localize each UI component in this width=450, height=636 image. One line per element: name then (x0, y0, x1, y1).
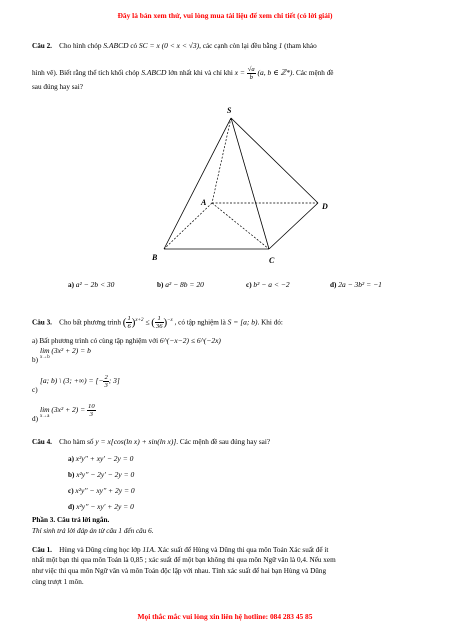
q3-frac-1: $\frac{1}{6}$ (127, 315, 131, 331)
edge-ab (164, 203, 212, 249)
part3-instruction: Thí sinh trả lời đáp án từ câu 1 đến câu 6. (32, 527, 154, 535)
q3-b-under: x→b (40, 355, 50, 360)
q2-text-2: có (130, 42, 138, 50)
q4-answer-b: b) x²y'' − 2y' − 2y = 0 (68, 470, 135, 479)
q2-fraction: $\frac{√a}{b}$ (247, 66, 255, 81)
edge-sb (164, 118, 231, 249)
q2-text-5: hình vẽ). Biết rằng thể tích khối chóp (32, 69, 140, 78)
q3-relation: ≤ (145, 317, 150, 327)
q2-answer-c: c) b² − a < −2 (246, 280, 290, 289)
q2-text-1: Cho hình chóp (59, 42, 102, 50)
q4-answer-d: d) x²y'' − xy' + 2y = 0 (68, 502, 134, 511)
q2-x-eq: x = (234, 68, 245, 78)
vertex-label-s: S (227, 106, 232, 115)
q2-one: 1 (278, 41, 283, 50)
q4-answer-c: c) x²y'' − xy'' + 2y = 0 (68, 486, 135, 495)
vertex-label-d: D (322, 202, 328, 211)
q4-function: y = x[cos(ln x) + sin(ln x)] (95, 437, 177, 446)
q3-text-1: Cho bất phương trình (59, 318, 121, 327)
q2-pyramid-name: S.ABCD (103, 41, 129, 50)
q3-text-3: . Khi đó: (257, 318, 283, 327)
q1-line-1: Câu 1. Hùng và Dũng cùng học lớp 11A. Xác suất để Hùng và Dũng thi qua môn Toán Xác suất để ít (32, 545, 329, 554)
preview-banner: Đây là bản xem thử, vui lòng mua tài liệu để xem chi tiết (có lời giải) (117, 11, 333, 20)
q2-answer-a: a) a² − 2b < 30 (68, 280, 115, 289)
q1-line-4: cùng trượt 1 môn. (32, 578, 84, 586)
hotline-footer: Mọi thắc mắc vui lòng xin liên hệ hotline: 084 283 45 85 (137, 612, 313, 621)
edge-sa (212, 118, 231, 203)
q2-answer-d: d) 2a − 3b² = −1 (330, 280, 382, 289)
vertex-label-c: C (269, 256, 275, 265)
q4-text-2: . Các mệnh đề sau đúng hay sai? (176, 438, 271, 446)
q2-pyramid-name-2: S.ABCD (141, 68, 167, 78)
q2-sc: SC = x (138, 41, 160, 50)
part3-title: Phần 3. Câu trả lời ngắn. (32, 516, 110, 524)
vertex-label-a: A (201, 198, 207, 207)
q3-c-expr: [a; b) \ (3; +∞) = [− $\frac{2}{3}$ ; 3] (40, 373, 120, 389)
q2-range: (0 < x < √3) (161, 41, 200, 50)
q3-d-label: d) (32, 415, 38, 423)
q3-solution-set: S = [a; b) (227, 317, 258, 327)
q3-c-label: c) (32, 386, 38, 394)
q2-line-1 (32, 41, 317, 51)
q2-text-7: . Các mệnh đề (292, 69, 334, 78)
edge-sd (231, 118, 318, 203)
edge-sc (231, 118, 269, 249)
q1-label: Câu 1. (32, 546, 52, 554)
q2-line-2 (32, 66, 333, 81)
q1-line-3: như việc thi qua môn Ngữ văn và môn Toán độc lập với nhau. Tính xác suất để hai bạn Hùng và Dũng (32, 567, 327, 575)
q3-line-1: Câu 3. Cho bất phương trình ( $\frac{1}{6}$ )$^{x+2}$ ≤ ( $\frac{1}{36}$ )$^{-x}$ , có tập nghiệm là S = [a; b). Khi đó: (32, 315, 283, 331)
q3-d-under: x→a (40, 414, 50, 419)
q4-label: Câu 4. (32, 438, 52, 446)
q3-exp-1: x+2 (135, 318, 144, 323)
q2-text-6: lớn nhất khi và chỉ khi (168, 69, 233, 78)
diag-ac (212, 203, 269, 249)
q1-line-2: nhất một bạn thi qua môn Toán là 0,85 ; xác suất để một bạn không thi qua môn Ngữ văn là 0,4. Nếu xem (32, 556, 336, 564)
q3-b-lim: lim (3x² + 2) = b (40, 346, 91, 355)
q3-exp-2: −x (167, 318, 173, 323)
q2-ab-condition: (a, b ∈ ℤ*) (257, 68, 293, 78)
q3-answer-a: a) Bất phương trình có cùng tập nghiệm với 6^(−x−2) ≤ 6^(−2x) (32, 336, 221, 345)
q4-answer-a: a) x²y'' + xy' − 2y = 0 (68, 454, 134, 463)
edge-cd (269, 203, 318, 249)
vertex-label-b: B (152, 253, 158, 262)
q2-text-4: (tham khảo (284, 42, 317, 50)
q3-label: Câu 3. (32, 318, 52, 327)
q2-line-3: sau đúng hay sai? (32, 83, 83, 91)
q3-frac-2: $\frac{1}{36}$ (155, 315, 163, 331)
q4-text-1: Cho hàm số (59, 438, 94, 446)
q3-text-2: , có tập nghiệm là (174, 318, 226, 327)
q4-line-1 (32, 437, 270, 447)
q2-answer-b: b) a² − 8b = 20 (157, 280, 204, 289)
q3-b-label: b) (32, 356, 38, 364)
q3-d-lim: lim (3x² + 2) = $\frac{10}{3}$ (40, 402, 95, 418)
q2-label: Câu 2. (32, 42, 52, 50)
q2-text-3: , các cạnh còn lại đều bằng (199, 42, 277, 50)
